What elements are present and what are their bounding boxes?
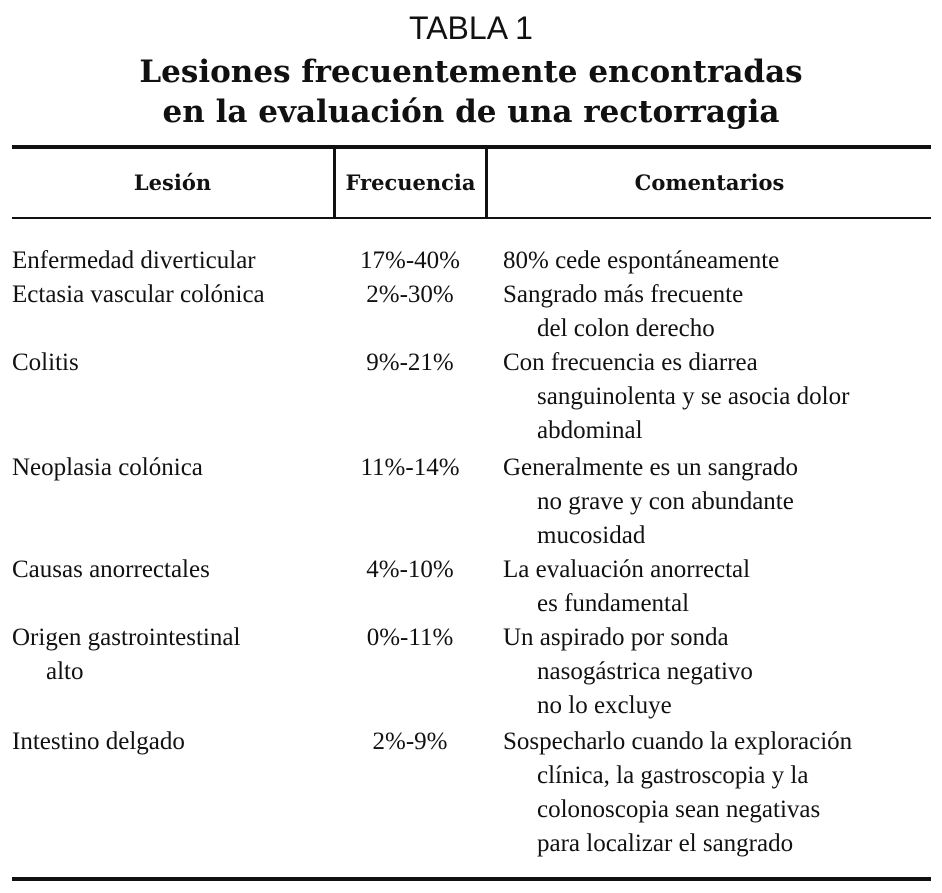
cell-lesion — [12, 553, 210, 587]
cell-comentarios — [503, 451, 798, 553]
cell-frecuencia: 17%-40% — [360, 247, 460, 274]
header-frecuencia: Frecuencia — [345, 170, 476, 195]
comentario-line: mucosidad — [537, 522, 646, 549]
header-comentarios: Comentarios — [634, 170, 785, 195]
bottom-rule — [12, 877, 931, 881]
comentario-line: 80% cede espontáneamente — [503, 247, 780, 274]
title-line-1: Lesiones frecuentemente encontradas — [139, 54, 803, 90]
lesion-line: Neoplasia colónica — [12, 454, 203, 481]
lesion-line: Ectasia vascular colónica — [12, 281, 265, 308]
table-title — [0, 52, 942, 132]
comentario-line: sanguinolenta y se asocia dolor — [537, 383, 850, 410]
header-lesion: Lesión — [133, 170, 212, 195]
lesion-line: Colitis — [12, 349, 79, 376]
cell-lesion — [12, 346, 79, 380]
cell-comentarios — [503, 553, 750, 621]
comentario-line: no lo excluye — [537, 692, 672, 719]
top-rule — [12, 145, 931, 149]
comentario-line: no grave y con abundante — [537, 488, 794, 515]
cell-comentarios — [503, 621, 753, 723]
lesion-line: Causas anorrectales — [12, 556, 210, 583]
comentario-line: Sospecharlo cuando la exploración — [503, 728, 853, 755]
cell-lesion — [12, 451, 203, 485]
comentario-line: La evaluación anorrectal — [503, 556, 751, 583]
comentario-line: Un aspirado por sonda — [503, 624, 729, 651]
comentario-line: para localizar el sangrado — [537, 830, 794, 857]
comentario-line: clínica, la gastroscopia y la — [537, 762, 809, 789]
cell-frecuencia: 0%-11% — [366, 624, 454, 651]
cell-frecuencia: 11%-14% — [360, 454, 460, 481]
lesion-line: Origen gastrointestinal — [12, 624, 241, 651]
cell-comentarios — [503, 278, 743, 346]
comentario-line: Sangrado más frecuente — [503, 281, 744, 308]
cell-frecuencia: 2%-30% — [366, 281, 454, 308]
comentario-line: Generalmente es un sangrado — [503, 454, 799, 481]
cell-lesion — [12, 244, 256, 278]
lesion-line: Enfermedad diverticular — [12, 247, 256, 274]
cell-frecuencia: 9%-21% — [366, 349, 454, 376]
cell-comentarios — [503, 346, 849, 448]
comentario-line: colonoscopia sean negativas — [537, 796, 821, 823]
comentario-line: Con frecuencia es diarrea — [503, 349, 758, 376]
cell-lesion — [12, 725, 185, 759]
cell-lesion — [12, 278, 265, 312]
cell-lesion — [12, 621, 240, 689]
comentario-line: es fundamental — [537, 590, 690, 617]
cell-comentarios — [503, 725, 852, 861]
cell-comentarios — [503, 244, 779, 278]
table-label: TABLA 1 — [409, 10, 533, 46]
title-line-2: en la evaluación de una rectorragia — [162, 94, 780, 130]
lesion-line: alto — [46, 658, 84, 685]
comentario-line: abdominal — [537, 417, 643, 444]
cell-frecuencia: 4%-10% — [366, 556, 454, 583]
comentario-line: nasogástrica negativo — [537, 658, 753, 685]
comentario-line: del colon derecho — [537, 315, 715, 342]
header-rule — [12, 217, 931, 219]
cell-frecuencia: 2%-9% — [372, 728, 448, 755]
lesion-line: Intestino delgado — [12, 728, 185, 755]
